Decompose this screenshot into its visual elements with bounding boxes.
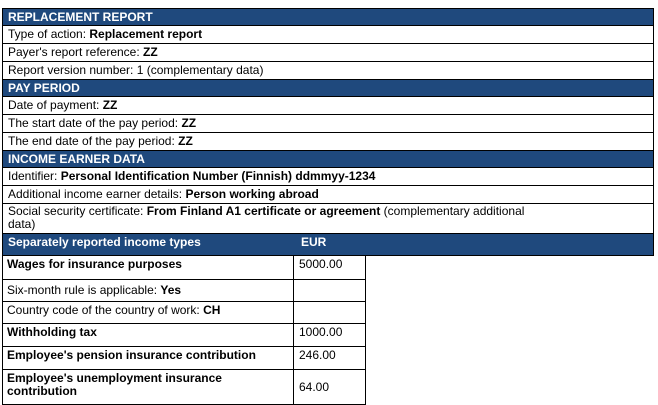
table-row: Country code of the country of work: CH — [2, 302, 365, 324]
income-types-table — [2, 234, 654, 405]
eur-column-header: EUR — [301, 235, 327, 249]
country-value-empty — [294, 302, 366, 324]
pension-value: 246.00 — [294, 347, 366, 370]
table-row — [2, 370, 365, 405]
report-frame — [2, 8, 654, 405]
table-row — [2, 324, 365, 347]
table-row: Six-month rule is applicable: Yes — [2, 280, 365, 302]
report-version-row: Report version number: 1 (complementary data) — [2, 62, 654, 80]
identifier-row: Identifier: Personal Identification Number (Finnish) ddmmyy-1234 — [2, 168, 654, 186]
withholding-label: Withholding tax — [7, 325, 97, 339]
start-date-row: The start date of the pay period: ZZ — [2, 115, 654, 133]
payer-reference-row: Payer's report reference: ZZ — [2, 44, 654, 62]
income-table-header — [2, 234, 654, 256]
table-row — [2, 256, 365, 280]
income-earner-header: INCOME EARNER DATA — [2, 151, 654, 168]
pension-label: Employee's pension insurance contribution — [7, 348, 256, 362]
social-security-row: Social security certificate: From Finland A1 certificate or agreement (complementary additional data) — [2, 204, 654, 234]
replacement-report-header: REPLACEMENT REPORT — [2, 8, 654, 26]
income-type-column-header: Separately reported income types — [8, 235, 201, 249]
unemployment-label: Employee's unemployment insurance contribution — [7, 371, 222, 398]
unemployment-value: 64.00 — [294, 370, 366, 405]
wages-value: 5000.00 — [294, 256, 366, 280]
date-of-payment-row: Date of payment: ZZ — [2, 97, 654, 115]
sixmonth-value-empty — [294, 280, 366, 302]
additional-details-row: Additional income earner details: Person working abroad — [2, 186, 654, 204]
wages-label: Wages for insurance purposes — [7, 257, 182, 271]
table-row — [2, 347, 365, 370]
pay-period-header: PAY PERIOD — [2, 80, 654, 97]
withholding-value: 1000.00 — [294, 324, 366, 347]
end-date-row: The end date of the pay period: ZZ — [2, 133, 654, 151]
type-of-action-row: Type of action: Replacement report — [2, 26, 654, 44]
